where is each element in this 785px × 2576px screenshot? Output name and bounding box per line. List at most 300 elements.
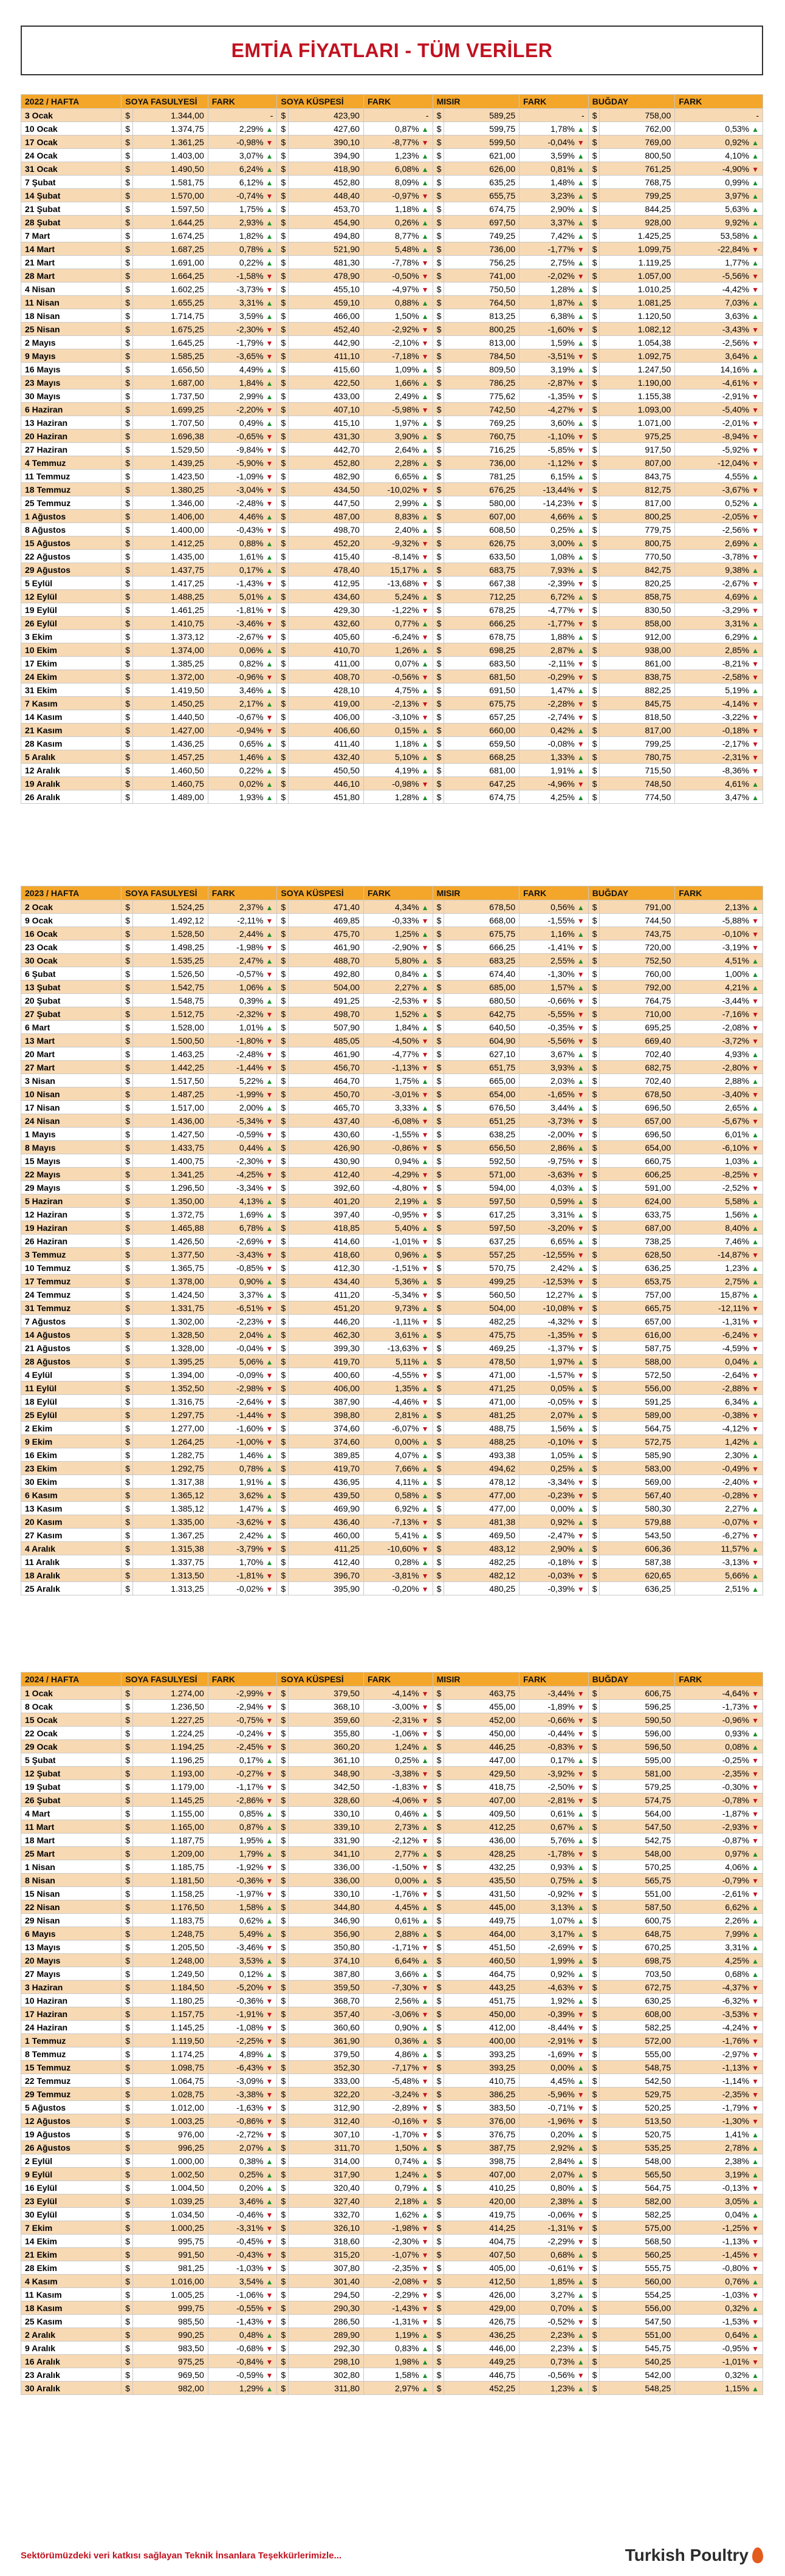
dollar-sign: $	[433, 1927, 444, 1941]
change-value: -14,87%	[717, 1249, 750, 1259]
price-value: 336,00	[334, 1862, 360, 1872]
dollar-sign: $	[588, 1061, 600, 1074]
down-arrow-icon: ▼	[266, 2090, 273, 2099]
dollar-sign: $	[122, 1007, 133, 1021]
dollar-sign: $	[122, 1047, 133, 1061]
price-value: 757,00	[645, 1289, 671, 1300]
dollar-sign: $	[277, 162, 289, 176]
up-arrow-icon: ▲	[577, 1451, 584, 1460]
up-arrow-icon: ▲	[577, 632, 584, 642]
change-value: -1,41%	[547, 942, 575, 952]
up-arrow-icon: ▲	[577, 2184, 584, 2193]
price-value: 294,50	[334, 2289, 360, 2300]
change-value: -1,71%	[392, 1942, 419, 1952]
change-value: 0,94%	[394, 1156, 419, 1166]
change-value: 3,46%	[239, 685, 264, 695]
dollar-sign: $	[122, 1114, 133, 1128]
table-row	[21, 1820, 763, 1834]
up-arrow-icon: ▲	[577, 1544, 584, 1553]
dollar-sign: $	[588, 1034, 600, 1047]
change-value: -2,87%	[547, 377, 575, 388]
up-arrow-icon: ▲	[577, 298, 584, 307]
down-arrow-icon: ▼	[577, 1584, 584, 1594]
down-arrow-icon: ▼	[752, 379, 759, 388]
price-value: 1.542,75	[171, 982, 204, 992]
change-value: 4,03%	[550, 1182, 575, 1193]
table-row	[21, 550, 763, 563]
up-arrow-icon: ▲	[577, 930, 584, 939]
dollar-sign: $	[277, 683, 289, 697]
down-arrow-icon: ▼	[752, 673, 759, 682]
change-value: 4,25%	[725, 1955, 750, 1965]
dollar-sign: $	[277, 242, 289, 256]
dollar-sign: $	[122, 657, 133, 670]
change-value: -3,20%	[547, 1222, 575, 1233]
change-value: -1,92%	[236, 1862, 264, 1872]
change-value: -5,67%	[722, 1115, 750, 1126]
price-value: 1.315,38	[171, 1543, 204, 1553]
down-arrow-icon: ▼	[752, 713, 759, 722]
price-value: 374,60	[334, 1436, 360, 1447]
down-arrow-icon: ▼	[421, 338, 429, 348]
down-arrow-icon: ▼	[266, 970, 273, 979]
dollar-sign: $	[588, 737, 600, 750]
change-value: -1,31%	[392, 2316, 419, 2326]
change-value: -0,39%	[547, 2009, 575, 2019]
price-value: 401,20	[334, 1196, 360, 1206]
change-value: -3,44%	[722, 995, 750, 1005]
week-label: 18 Kasım	[25, 2303, 63, 2313]
dollar-sign: $	[433, 2047, 444, 2061]
change-value: -2,08%	[722, 1022, 750, 1032]
price-value: 1.461,25	[171, 605, 204, 615]
dollar-sign: $	[433, 550, 444, 563]
change-value: 3,62%	[239, 1490, 264, 1500]
dollar-sign: $	[433, 470, 444, 483]
change-value: -1,17%	[236, 1781, 264, 1792]
dollar-sign: $	[588, 1807, 600, 1820]
week-label: 6 Şubat	[25, 968, 56, 979]
up-arrow-icon: ▲	[577, 1197, 584, 1206]
price-value: 411,40	[334, 738, 360, 748]
dollar-sign: $	[277, 617, 289, 630]
price-value: 1.346,00	[171, 498, 204, 508]
week-label: 17 Nisan	[25, 1102, 60, 1112]
week-label: 25 Nisan	[25, 324, 60, 334]
price-value: 487,00	[334, 511, 360, 521]
dollar-sign: $	[122, 1914, 133, 1927]
change-value: -1,06%	[236, 2289, 264, 2300]
week-label: 28 Ağustos	[25, 1356, 70, 1366]
dollar-sign: $	[122, 323, 133, 336]
down-arrow-icon: ▼	[421, 1836, 429, 1845]
price-value: 656,50	[489, 1142, 516, 1153]
dollar-sign: $	[588, 750, 600, 764]
price-value: 469,85	[334, 915, 360, 925]
price-value: 445,00	[489, 1902, 516, 1912]
down-arrow-icon: ▼	[421, 1584, 429, 1594]
dollar-sign: $	[433, 176, 444, 189]
change-value: 1,87%	[550, 297, 575, 307]
dollar-sign: $	[588, 590, 600, 603]
dollar-sign: $	[433, 1727, 444, 1740]
up-arrow-icon: ▲	[421, 125, 429, 134]
dollar-sign: $	[122, 403, 133, 416]
change-value: 0,62%	[239, 1915, 264, 1925]
down-arrow-icon: ▼	[577, 659, 584, 668]
dollar-sign: $	[277, 670, 289, 683]
up-arrow-icon: ▲	[577, 2170, 584, 2179]
up-arrow-icon: ▲	[421, 392, 429, 401]
table-row	[21, 2235, 763, 2248]
dollar-sign: $	[433, 1954, 444, 1967]
up-arrow-icon: ▲	[421, 1451, 429, 1460]
week-label: 28 Kasım	[25, 738, 63, 748]
change-value: 1,84%	[239, 377, 264, 388]
brand-name: Turkish Poultry	[625, 2546, 749, 2564]
price-value: 592,50	[489, 1156, 516, 1166]
price-value: 411,20	[334, 1289, 360, 1300]
dollar-sign: $	[122, 2074, 133, 2088]
table-row	[21, 683, 763, 697]
up-arrow-icon: ▲	[266, 659, 273, 668]
change-value: 2,07%	[550, 1410, 575, 1420]
price-value: 784,50	[489, 351, 516, 361]
change-value: 5,24%	[394, 591, 419, 601]
up-arrow-icon: ▲	[752, 2304, 759, 2313]
change-value: 8,77%	[394, 230, 419, 241]
down-arrow-icon: ▼	[577, 1317, 584, 1326]
week-label: 28 Şubat	[25, 217, 61, 227]
change-value: -3,34%	[236, 1182, 264, 1193]
dollar-sign: $	[588, 496, 600, 510]
price-value: 318,60	[334, 2236, 360, 2246]
price-value: 1.119,25	[638, 257, 671, 267]
table-row	[21, 1954, 763, 1967]
price-value: 800,25	[489, 324, 516, 334]
up-arrow-icon: ▲	[266, 930, 273, 939]
down-arrow-icon: ▼	[752, 579, 759, 588]
price-value: 1.180,25	[171, 1995, 204, 2006]
price-value: 419,75	[489, 2209, 516, 2219]
price-value: 683,75	[489, 564, 516, 575]
down-arrow-icon: ▼	[752, 1010, 759, 1019]
table-row	[21, 216, 763, 229]
dollar-sign: $	[588, 1007, 600, 1021]
price-value: 1.174,25	[171, 2049, 204, 2059]
up-arrow-icon: ▲	[577, 1464, 584, 1473]
dollar-sign: $	[122, 1368, 133, 1382]
dollar-sign: $	[277, 643, 289, 657]
dollar-sign: $	[277, 1462, 289, 1475]
up-arrow-icon: ▲	[752, 1956, 759, 1965]
price-value: 560,25	[645, 2249, 671, 2259]
up-arrow-icon: ▲	[421, 1970, 429, 1979]
up-arrow-icon: ▲	[577, 566, 584, 575]
price-value: 647,25	[489, 778, 516, 789]
dollar-sign: $	[433, 1767, 444, 1780]
down-arrow-icon: ▼	[752, 1478, 759, 1487]
dollar-sign: $	[277, 1128, 289, 1141]
change-value: -2,89%	[392, 2102, 419, 2112]
up-arrow-icon: ▲	[752, 1742, 759, 1752]
down-arrow-icon: ▼	[752, 272, 759, 281]
change-value: 6,65%	[550, 1236, 575, 1246]
dollar-sign: $	[277, 2341, 289, 2355]
week-label: 17 Temmuz	[25, 1276, 71, 1286]
change-value: -7,18%	[392, 351, 419, 361]
table-row	[21, 1780, 763, 1793]
change-value: -2,92%	[392, 324, 419, 334]
price-value: 535,25	[645, 2142, 671, 2153]
up-arrow-icon: ▲	[752, 956, 759, 965]
price-value: 648,75	[645, 1928, 671, 1939]
price-value: 1.165,00	[171, 1821, 204, 1832]
change-value: -5,40%	[722, 404, 750, 414]
column-header: MISIR	[433, 95, 519, 109]
change-value: -0,10%	[547, 1436, 575, 1447]
change-value: 0,78%	[239, 1463, 264, 1473]
down-arrow-icon: ▼	[752, 699, 759, 708]
table-row	[21, 2141, 763, 2154]
change-value: -5,48%	[392, 2075, 419, 2086]
up-arrow-icon: ▲	[421, 1384, 429, 1393]
change-value: 7,03%	[725, 297, 750, 307]
change-value: 1,41%	[725, 2129, 750, 2139]
change-value: -0,27%	[236, 1768, 264, 1778]
dollar-sign: $	[122, 1900, 133, 1914]
down-arrow-icon: ▼	[266, 285, 273, 294]
dollar-sign: $	[433, 2154, 444, 2168]
dollar-sign: $	[122, 1847, 133, 1860]
down-arrow-icon: ▼	[266, 526, 273, 535]
up-arrow-icon: ▲	[752, 793, 759, 802]
down-arrow-icon: ▼	[752, 1889, 759, 1899]
week-label: 1 Ocak	[25, 1688, 53, 1698]
dollar-sign: $	[433, 1569, 444, 1582]
up-arrow-icon: ▲	[577, 1063, 584, 1072]
down-arrow-icon: ▼	[266, 1996, 273, 2006]
change-value: 0,00%	[550, 1503, 575, 1513]
week-label: 29 Temmuz	[25, 2089, 71, 2099]
price-value: 975,25	[645, 431, 671, 441]
change-value: 1,59%	[550, 337, 575, 348]
change-value: 1,50%	[394, 2142, 419, 2153]
up-arrow-icon: ▲	[752, 1050, 759, 1059]
up-arrow-icon: ▲	[752, 632, 759, 642]
dollar-sign: $	[277, 189, 289, 202]
price-value: 406,00	[334, 711, 360, 722]
up-arrow-icon: ▲	[752, 779, 759, 789]
dollar-sign: $	[433, 1128, 444, 1141]
change-value: -1,77%	[547, 244, 575, 254]
change-value: -7,78%	[392, 257, 419, 267]
down-arrow-icon: ▼	[421, 539, 429, 548]
dollar-sign: $	[122, 2248, 133, 2261]
column-header: FARK	[675, 886, 763, 900]
dollar-sign: $	[433, 1154, 444, 1168]
down-arrow-icon: ▼	[752, 2023, 759, 2032]
up-arrow-icon: ▲	[266, 2384, 273, 2393]
up-arrow-icon: ▲	[577, 983, 584, 992]
price-value: 493,38	[489, 1450, 516, 1460]
dollar-sign: $	[122, 2141, 133, 2154]
price-value: 983,50	[177, 2343, 204, 2353]
price-value: 791,00	[645, 902, 671, 912]
dollar-sign: $	[277, 523, 289, 536]
price-value: 429,30	[334, 605, 360, 615]
change-value: 2,92%	[550, 2142, 575, 2153]
price-value: 461,90	[334, 942, 360, 952]
dollar-sign: $	[433, 777, 444, 790]
down-arrow-icon: ▼	[577, 2224, 584, 2233]
price-value: 368,10	[334, 1701, 360, 1711]
price-value: 520,25	[645, 2102, 671, 2112]
up-arrow-icon: ▲	[577, 686, 584, 695]
week-label: 5 Haziran	[25, 1196, 63, 1206]
up-arrow-icon: ▲	[577, 151, 584, 160]
down-arrow-icon: ▼	[752, 2317, 759, 2326]
up-arrow-icon: ▲	[421, 419, 429, 428]
dollar-sign: $	[433, 2007, 444, 2021]
dollar-sign: $	[588, 1941, 600, 1954]
dollar-sign: $	[433, 1502, 444, 1515]
change-value: 4,19%	[394, 765, 419, 775]
up-arrow-icon: ▲	[577, 365, 584, 374]
change-value: 6,15%	[550, 471, 575, 481]
dollar-sign: $	[277, 1847, 289, 1860]
dollar-sign: $	[277, 1368, 289, 1382]
dollar-sign: $	[277, 1713, 289, 1727]
dollar-sign: $	[277, 430, 289, 443]
dollar-sign: $	[588, 724, 600, 737]
week-label: 21 Ağustos	[25, 1343, 70, 1353]
price-value: 809,50	[489, 364, 516, 374]
table-row	[21, 2288, 763, 2301]
change-value: -4,32%	[547, 1316, 575, 1326]
dollar-sign: $	[433, 1047, 444, 1061]
down-arrow-icon: ▼	[266, 1742, 273, 1752]
dollar-sign: $	[433, 1408, 444, 1422]
price-value: 1.247,50	[637, 364, 671, 374]
price-value: 1.000,00	[171, 2156, 204, 2166]
dollar-sign: $	[122, 1328, 133, 1341]
change-value: 0,61%	[394, 1915, 419, 1925]
up-arrow-icon: ▲	[266, 245, 273, 254]
change-value: -0,59%	[236, 1129, 264, 1139]
dollar-sign: $	[122, 1967, 133, 1981]
dollar-sign: $	[277, 470, 289, 483]
price-value: 1.350,00	[171, 1196, 204, 1206]
table-row	[21, 1368, 763, 1382]
change-value: 11,57%	[721, 1543, 750, 1553]
change-value: 1,23%	[550, 2383, 575, 2393]
change-value: 0,61%	[550, 1808, 575, 1818]
table-row	[21, 603, 763, 617]
dollar-sign: $	[588, 216, 600, 229]
dollar-sign: $	[433, 229, 444, 242]
price-value: 454,90	[334, 217, 360, 227]
week-label: 30 Ekim	[25, 1476, 57, 1487]
dollar-sign: $	[277, 2261, 289, 2275]
price-value: 590,50	[645, 1714, 671, 1725]
up-arrow-icon: ▲	[577, 1504, 584, 1513]
price-value: 410,75	[489, 2075, 516, 2086]
price-value: 760,00	[645, 968, 671, 979]
price-value: 608,50	[489, 524, 516, 535]
table-row	[21, 657, 763, 670]
dollar-sign: $	[588, 914, 600, 927]
week-label: 2 Eylül	[25, 2156, 53, 2166]
dollar-sign: $	[277, 1780, 289, 1793]
dollar-sign: $	[122, 1807, 133, 1820]
change-value: -2,64%	[236, 1396, 264, 1406]
change-value: 0,87%	[239, 1821, 264, 1832]
week-label: 9 Mayıs	[25, 351, 56, 361]
dollar-sign: $	[277, 1542, 289, 1555]
change-value: 5,63%	[725, 204, 750, 214]
down-arrow-icon: ▼	[266, 2130, 273, 2139]
dollar-sign: $	[588, 1168, 600, 1181]
table-row	[21, 1047, 763, 1061]
table-row	[21, 1101, 763, 1114]
price-value: 1.436,00	[171, 1115, 204, 1126]
price-value: 1.331,75	[171, 1303, 204, 1313]
price-value: 1.184,50	[171, 1982, 204, 1992]
up-arrow-icon: ▲	[421, 2331, 429, 2340]
dollar-sign: $	[277, 283, 289, 296]
price-value: 799,25	[645, 190, 671, 200]
dollar-sign: $	[588, 1301, 600, 1315]
dollar-sign: $	[277, 216, 289, 229]
price-value: 543,50	[645, 1530, 671, 1540]
dollar-sign: $	[277, 737, 289, 750]
table-row	[21, 1328, 763, 1341]
price-value: 813,00	[489, 337, 516, 348]
dollar-sign: $	[433, 162, 444, 176]
week-label: 15 Ocak	[25, 1714, 58, 1725]
dollar-sign: $	[588, 1727, 600, 1740]
dollar-sign: $	[588, 2208, 600, 2221]
change-value: -3,01%	[392, 1089, 419, 1099]
change-value: -3,13%	[722, 1557, 750, 1567]
up-arrow-icon: ▲	[577, 2077, 584, 2086]
price-value: 617,25	[489, 1209, 516, 1219]
up-arrow-icon: ▲	[577, 1077, 584, 1086]
price-value: 1.012,00	[171, 2102, 204, 2112]
dollar-sign: $	[588, 981, 600, 994]
week-label: 15 Mayıs	[25, 1156, 61, 1166]
up-arrow-icon: ▲	[577, 1210, 584, 1219]
price-value: 464,00	[489, 1928, 516, 1939]
change-value: 5,48%	[394, 244, 419, 254]
up-arrow-icon: ▲	[421, 1357, 429, 1366]
change-value: -2,31%	[392, 1714, 419, 1725]
change-value: -4,77%	[547, 605, 575, 615]
price-value: 591,00	[645, 1182, 671, 1193]
change-value: -2,17%	[722, 738, 750, 748]
down-arrow-icon: ▼	[752, 2250, 759, 2259]
change-value: 3,05%	[725, 2196, 750, 2206]
week-label: 19 Şubat	[25, 1781, 61, 1792]
price-value: 572,75	[645, 1436, 671, 1447]
table-row	[21, 536, 763, 550]
down-arrow-icon: ▼	[421, 1090, 429, 1099]
change-value: -1,11%	[392, 1316, 419, 1326]
dollar-sign: $	[277, 536, 289, 550]
down-arrow-icon: ▼	[752, 930, 759, 939]
change-value: 7,99%	[725, 1928, 750, 1939]
